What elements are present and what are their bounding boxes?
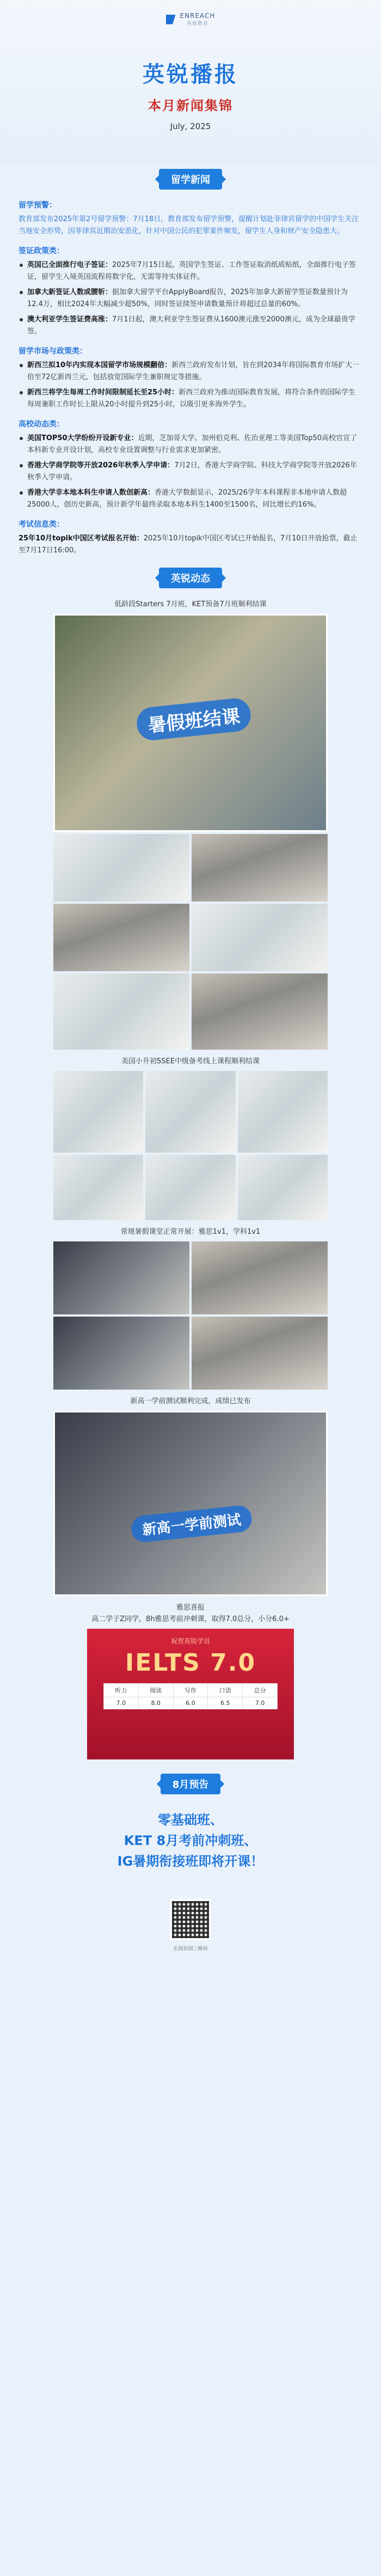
category-university: 高校动态类： xyxy=(19,420,64,429)
student-notes-grid xyxy=(53,973,328,1050)
classroom-photo xyxy=(53,1241,189,1314)
chat-screenshot xyxy=(53,1071,143,1153)
score-value: 7.0 xyxy=(243,1697,278,1709)
market-item xyxy=(19,360,362,383)
category-alert: 留学预警： xyxy=(19,201,57,210)
student-work-photo xyxy=(192,834,328,902)
university-item-title: 美国TOP50大学纷纷开设新专业： xyxy=(27,434,138,442)
exam-item-text: 2025年10月topik中国区考试已开始报名，7月10日开放抢票，截止至7月17日16:00。 xyxy=(19,534,358,555)
classroom-photo xyxy=(192,1317,328,1390)
page-title: 英锐播报 xyxy=(143,62,238,87)
score-header: 总分 xyxy=(243,1684,278,1697)
chat-screenshot xyxy=(238,1155,328,1220)
score-value: 8.0 xyxy=(138,1697,173,1709)
visa-item xyxy=(19,287,362,310)
august-line: IG暑期衔接班即将开课！ xyxy=(117,1854,264,1869)
market-item-title: 新西兰将学生每周工作时间限制延长至25小时： xyxy=(27,388,179,397)
university-item xyxy=(19,460,362,484)
header xyxy=(0,0,381,163)
score-header: 阅读 xyxy=(138,1684,173,1697)
visa-item xyxy=(19,259,362,283)
page-subtitle: 本月新闻集锦 xyxy=(148,98,233,113)
student-work-photo xyxy=(53,834,189,902)
caption-starters: 低龄段Starters 7月班，KET预备7月班顺利结课 xyxy=(114,600,267,608)
qr-code-icon[interactable] xyxy=(170,1899,211,1940)
market-item-title: 新西兰拟10年内实现本国留学市场规模翻倍： xyxy=(27,361,172,369)
alert-text: 教育部发布2025年第2号留学预警：7月18日，教育部发布留学预警，提醒计划赴菲律宾留学的中国学生关注当地安全形势，因菲律宾近期治安恶化，针对中国公民的犯罪案件频发，留学生人身和财产安全隐患大。 xyxy=(19,215,359,235)
exam-item xyxy=(19,533,362,557)
caption-regular-class: 常规暑假课堂正常开展：雅思1v1，学科1v1 xyxy=(120,1228,261,1236)
news-body xyxy=(0,199,381,557)
pretest-photo xyxy=(53,1411,328,1596)
student-work-photo xyxy=(192,904,328,971)
brand-label: ENREACH xyxy=(180,12,216,20)
university-item xyxy=(19,487,362,511)
issue-date: July, 2025 xyxy=(170,121,211,131)
score-header: 写作 xyxy=(173,1684,208,1697)
brand-sub: 英锐教育 xyxy=(186,21,208,27)
market-item-text: 新西兰政府发布计划，旨在到2034年将国际教育市场扩大一倍至72亿新西兰元，包括放宽国际学生兼职规定等措施。 xyxy=(27,361,360,381)
visa-item-text: 2025年7月15日起，英国学生签证、工作签证取消纸质贴纸，全面推行电子签证，留学生入境英国流程将数字化，无需等待实体证件。 xyxy=(27,261,356,281)
visa-item-text: 7月1日起，澳大利亚学生签证费从1600澳元涨至2000澳元，成为全球最贵学签。 xyxy=(27,315,355,336)
student-work-photo xyxy=(53,904,189,971)
ielts-congrats: 祝贺英锐学员 xyxy=(170,1637,210,1645)
news-section-header xyxy=(0,169,381,190)
score-value: 6.0 xyxy=(173,1697,208,1709)
caption-ssee: 美国小升初SSEE中级备考线上课程顺利结课 xyxy=(121,1057,260,1065)
brand-name xyxy=(180,12,216,27)
summer-class-stamp: 暑假班结课 xyxy=(135,697,252,742)
news-section-title: 留学新闻 xyxy=(159,169,222,190)
student-work-grid xyxy=(53,834,328,971)
qr-hint: 长按识别二维码 xyxy=(173,1946,208,1952)
visa-item-title: 英国已全面推行电子签证： xyxy=(27,261,113,269)
dynamics-section-title: 英锐动态 xyxy=(159,568,222,588)
university-item-title: 香港大学商学院等开放2026年秋季入学申请： xyxy=(27,461,175,470)
footer xyxy=(0,1888,381,1959)
logo-mark-icon xyxy=(166,15,176,25)
chat-screenshot xyxy=(145,1071,235,1153)
score-value: 7.0 xyxy=(104,1697,139,1709)
caption-ielts-detail: 高二学子Z同学，8h雅思考前冲刺课，取得7.0总分，小分6.0+ xyxy=(91,1615,290,1623)
score-value-row xyxy=(104,1697,278,1709)
chat-screenshot xyxy=(53,1155,143,1220)
student-notes-photo xyxy=(53,973,189,1050)
category-visa: 签证政策类： xyxy=(19,247,64,255)
dynamics-section-header xyxy=(0,568,381,588)
chat-screenshot xyxy=(238,1071,328,1153)
student-notes-photo xyxy=(192,973,328,1050)
visa-item-text: 据加拿大留学平台ApplyBoard报告，2025年加拿大新留学签证数量预计为12.4万，相比2024年大幅减少超50%，同时签证续签申请数量预计将超过总量的60%。 xyxy=(27,288,348,308)
category-market: 留学市场与政策类： xyxy=(19,347,87,356)
score-header-row xyxy=(104,1684,278,1697)
score-header: 听力 xyxy=(104,1684,139,1697)
august-line: KET 8月考前冲刺班、 xyxy=(124,1833,257,1848)
august-section-header xyxy=(0,1774,381,1794)
score-value: 6.5 xyxy=(208,1697,243,1709)
university-item-text: 近期，芝加哥大学、加州伯克利、佐治亚理工等美国Top50高校官宣了本科新专业开设计划，高校专业设置调整与行业需求更加紧密。 xyxy=(27,434,358,454)
ielts-poster xyxy=(87,1629,294,1759)
classroom-photo xyxy=(53,1317,189,1390)
category-exam: 考试信息类： xyxy=(19,520,64,529)
august-line: 零基础班、 xyxy=(158,1812,223,1828)
class-group-photo xyxy=(53,614,328,832)
ssee-screenshot-grid xyxy=(53,1071,328,1220)
university-item-text: 香港大学数据显示，2025/26学年本科课程非本地申请人数超25000人，创历史新高，预计新学年最终录取本地本科生1400至1500名，同比增长约16%。 xyxy=(27,489,347,509)
regular-class-grid xyxy=(53,1241,328,1390)
ielts-score-table xyxy=(103,1683,278,1709)
score-header: 口语 xyxy=(208,1684,243,1697)
august-section-title: 8月预告 xyxy=(161,1774,221,1794)
university-item-text: 7月2日，香港大学商学院、科技大学商学院等开放2026年秋季入学申请。 xyxy=(27,461,357,482)
chat-screenshot xyxy=(145,1155,235,1220)
university-item xyxy=(19,433,362,456)
caption-ielts: 雅思喜报 xyxy=(176,1604,205,1612)
alert-paragraph xyxy=(19,214,362,237)
pretest-stamp: 新高一学前测试 xyxy=(130,1505,253,1544)
caption-pretest: 新高一学前测试顺利完成，成绩已发布 xyxy=(130,1397,251,1405)
market-item-text: 新西兰政府为推动国际教育发展，将符合条件的国际学生每周兼职工作时长上限从20小时提升到25小时，以吸引更多海外学生。 xyxy=(27,388,356,409)
visa-item-title: 加拿大新签证人数或腰斩： xyxy=(27,288,113,296)
ielts-score-big: IELTS 7.0 xyxy=(125,1649,256,1677)
market-item xyxy=(19,387,362,411)
visa-item xyxy=(19,314,362,338)
exam-item-title: 25年10月topik中国区考试报名开始： xyxy=(19,534,144,543)
logo xyxy=(0,0,381,27)
august-preview xyxy=(0,1804,381,1888)
visa-item-title: 澳大利亚学生签证费高涨： xyxy=(27,315,113,324)
university-item-title: 香港大学非本地本科生申请人数创新高： xyxy=(27,489,155,497)
classroom-photo xyxy=(192,1241,328,1314)
